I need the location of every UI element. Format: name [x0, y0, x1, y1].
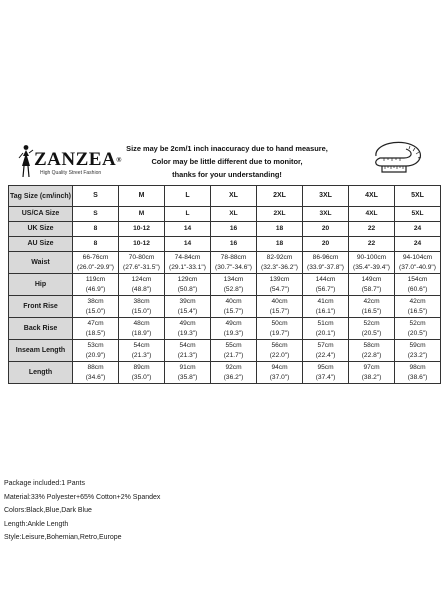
inch-value: (37.0") [269, 373, 290, 381]
size-cell: 24 [395, 222, 441, 237]
size-cell: 8 [73, 222, 119, 237]
cm-value: 119cm [85, 275, 106, 283]
cm-value: 98cm [409, 363, 426, 371]
inch-value: (52.8") [223, 285, 244, 293]
cm-value: 39cm [179, 297, 196, 305]
size-header: S [73, 186, 119, 207]
package-included: Package included:1 Pants [4, 480, 85, 487]
cm-value: 53cm [87, 341, 104, 349]
inch-value: (60.6") [407, 285, 428, 293]
cm-value: 42cm [409, 297, 426, 305]
row-label: Hip [9, 274, 73, 296]
brand-tagline: High Quality Street Fashion [40, 170, 102, 176]
size-row [9, 207, 441, 222]
cm-value: 42cm [363, 297, 380, 305]
measurement-cell [73, 252, 119, 274]
inch-value: (18.9") [131, 329, 152, 337]
measurement-cell [73, 362, 119, 384]
size-row [9, 237, 441, 252]
cm-value: 149cm [361, 275, 382, 283]
size-cell: M [119, 207, 165, 222]
inch-value: (27.6"-31.5") [123, 263, 160, 271]
cm-value: 54cm [179, 341, 196, 349]
cm-value: 50cm [271, 319, 288, 327]
row-label: UK Size [9, 222, 73, 237]
length-info: Length:Ankle Length [4, 520, 69, 528]
inch-value: (48.8") [131, 285, 152, 293]
inch-value: (16.5") [361, 307, 382, 315]
measurement-row [9, 318, 441, 340]
cm-value: 139cm [269, 275, 290, 283]
cm-value: 86-96cm [312, 253, 339, 261]
size-header: 3XL [303, 186, 349, 207]
measurement-cell [73, 340, 119, 362]
brand-name-text: ZANZEA [34, 149, 117, 170]
cm-value: 52cm [409, 319, 426, 327]
table-header-row [9, 186, 441, 207]
size-table-body [9, 186, 441, 384]
cm-value: 38cm [133, 297, 150, 305]
size-header: XL [211, 186, 257, 207]
measurement-cell [257, 252, 303, 274]
inch-value: (56.7") [315, 285, 336, 293]
size-cell: 14 [165, 222, 211, 237]
header-label: Tag Size (cm/inch) [9, 186, 73, 207]
size-cell: 14 [165, 237, 211, 252]
measurement-cell [349, 252, 395, 274]
measurement-cell [257, 362, 303, 384]
measurement-cell [395, 296, 441, 318]
size-header: 2XL [257, 186, 303, 207]
cm-value: 41cm [317, 297, 334, 305]
size-cell: 22 [349, 237, 395, 252]
inch-value: (22.4") [315, 351, 336, 359]
material: Material:33% Polyester+65% Cotton+2% Spandex [4, 493, 161, 501]
measurement-cell [349, 362, 395, 384]
measurement-cell [349, 318, 395, 340]
size-cell: 22 [349, 222, 395, 237]
inch-value: (29.1"-33.1") [169, 263, 206, 271]
size-cell: S [73, 207, 119, 222]
row-label: Waist [9, 252, 73, 274]
cm-value: 47cm [87, 319, 104, 327]
cm-value: 89cm [133, 363, 150, 371]
measurement-cell [119, 252, 165, 274]
cm-value: 94cm [271, 363, 288, 371]
inch-value: (37.4") [315, 373, 336, 381]
size-header: M [119, 186, 165, 207]
measuring-tape-icon [370, 136, 430, 178]
inch-value: (20.5") [407, 329, 428, 337]
cm-value: 91cm [179, 363, 196, 371]
measurement-cell [119, 362, 165, 384]
notice-line-3: thanks for your understanding! [172, 170, 282, 179]
row-label: Inseam Length [9, 340, 73, 362]
cm-value: 56cm [271, 341, 288, 349]
measurement-cell [395, 252, 441, 274]
measurement-cell [349, 340, 395, 362]
size-table [8, 185, 441, 384]
inch-value: (34.6") [85, 373, 106, 381]
size-row [9, 222, 441, 237]
inch-value: (15.7") [269, 307, 290, 315]
inch-value: (15.4") [177, 307, 198, 315]
size-header: L [165, 186, 211, 207]
size-cell: 5XL [395, 207, 441, 222]
inch-value: (16.5") [407, 307, 428, 315]
size-header: 5XL [395, 186, 441, 207]
cm-value: 59cm [409, 341, 426, 349]
measurement-cell [165, 274, 211, 296]
cm-value: 66-76cm [82, 253, 109, 261]
registered-mark: ® [116, 156, 122, 164]
cm-value: 49cm [179, 319, 196, 327]
measurement-cell [257, 296, 303, 318]
inch-value: (18.5") [85, 329, 106, 337]
measurement-cell [211, 274, 257, 296]
measurement-cell [257, 318, 303, 340]
measurement-cell [73, 318, 119, 340]
row-label: Front Rise [9, 296, 73, 318]
cm-value: 57cm [317, 341, 334, 349]
colors: Colors:Black,Blue,Dark Blue [4, 507, 92, 514]
measurement-cell [211, 340, 257, 362]
measurement-cell [303, 340, 349, 362]
measurement-cell [349, 274, 395, 296]
measurement-row [9, 362, 441, 384]
inch-value: (54.7") [269, 285, 290, 293]
cm-value: 49cm [225, 319, 242, 327]
measurement-cell [395, 340, 441, 362]
measurement-row [9, 340, 441, 362]
inch-value: (15.7") [223, 307, 244, 315]
size-cell: 16 [211, 237, 257, 252]
cm-value: 129cm [177, 275, 198, 283]
cm-value: 154cm [407, 275, 428, 283]
cm-value: 52cm [363, 319, 380, 327]
measurement-cell [303, 252, 349, 274]
measurement-notice [112, 142, 342, 181]
size-cell: 18 [257, 237, 303, 252]
measurement-cell [395, 318, 441, 340]
measurement-cell [211, 296, 257, 318]
brand-logo [18, 149, 122, 178]
size-cell: 3XL [303, 207, 349, 222]
measurement-cell [165, 296, 211, 318]
cm-value: 97cm [363, 363, 380, 371]
measurement-cell [165, 340, 211, 362]
inch-value: (37.0"-40.9") [399, 263, 436, 271]
inch-value: (26.0"-29.9") [77, 263, 114, 271]
cm-value: 95cm [317, 363, 334, 371]
measurement-row [9, 252, 441, 274]
measurement-cell [165, 252, 211, 274]
row-label: Back Rise [9, 318, 73, 340]
cm-value: 74-84cm [174, 253, 201, 261]
inch-value: (32.3"-36.2") [261, 263, 298, 271]
measurement-cell [303, 362, 349, 384]
inch-value: (19.7") [269, 329, 290, 337]
inch-value: (50.8") [177, 285, 198, 293]
measurement-cell [119, 274, 165, 296]
size-header: 4XL [349, 186, 395, 207]
measurement-cell [165, 362, 211, 384]
inch-value: (15.0") [131, 307, 152, 315]
cm-value: 144cm [315, 275, 336, 283]
measurement-cell [211, 318, 257, 340]
measurement-cell [349, 296, 395, 318]
style-info: Style:Leisure,Bohemian,Retro,Europe [4, 534, 122, 541]
measurement-cell [395, 274, 441, 296]
inch-value: (35.0") [131, 373, 152, 381]
inch-value: (38.2") [361, 373, 382, 381]
inch-value: (21.3") [131, 351, 152, 359]
size-cell: 20 [303, 222, 349, 237]
inch-value: (22.0") [269, 351, 290, 359]
cm-value: 40cm [225, 297, 242, 305]
cm-value: 70-80cm [128, 253, 155, 261]
inch-value: (19.3") [177, 329, 198, 337]
cm-value: 40cm [271, 297, 288, 305]
cm-value: 48cm [133, 319, 150, 327]
inch-value: (20.1") [315, 329, 336, 337]
cm-value: 124cm [131, 275, 152, 283]
notice-line-2: Color may be little different due to monitor, [151, 157, 303, 166]
measurement-row [9, 274, 441, 296]
inch-value: (20.9") [85, 351, 106, 359]
cm-value: 90-100cm [356, 253, 387, 261]
inch-value: (16.1") [315, 307, 336, 315]
inch-value: (21.7") [223, 351, 244, 359]
inch-value: (15.0") [85, 307, 106, 315]
row-label: Length [9, 362, 73, 384]
size-cell: 20 [303, 237, 349, 252]
inch-value: (58.7") [361, 285, 382, 293]
product-details [4, 477, 444, 545]
inch-value: (23.2") [407, 351, 428, 359]
measurement-cell [257, 274, 303, 296]
cm-value: 51cm [317, 319, 334, 327]
inch-value: (35.8") [177, 373, 198, 381]
cm-value: 78-88cm [220, 253, 247, 261]
inch-value: (30.7"-34.6") [215, 263, 252, 271]
inch-value: (36.2") [223, 373, 244, 381]
brand-name [34, 150, 122, 170]
size-cell: 8 [73, 237, 119, 252]
cm-value: 94-104cm [402, 253, 433, 261]
inch-value: (38.6") [407, 373, 428, 381]
measurement-cell [119, 318, 165, 340]
size-cell: 16 [211, 222, 257, 237]
size-cell: L [165, 207, 211, 222]
inch-value: (33.9"-37.8") [307, 263, 344, 271]
measurement-cell [73, 274, 119, 296]
measurement-cell [119, 340, 165, 362]
size-cell: 10-12 [119, 222, 165, 237]
measurement-cell [165, 318, 211, 340]
inch-value: (22.8") [361, 351, 382, 359]
inch-value: (21.3") [177, 351, 198, 359]
cm-value: 88cm [87, 363, 104, 371]
measurement-cell [395, 362, 441, 384]
inch-value: (35.4"-39.4") [353, 263, 390, 271]
row-label: AU Size [9, 237, 73, 252]
measurement-cell [119, 296, 165, 318]
inch-value: (46.9") [85, 285, 106, 293]
size-cell: XL [211, 207, 257, 222]
inch-value: (20.5") [361, 329, 382, 337]
measurement-cell [303, 296, 349, 318]
size-cell: 2XL [257, 207, 303, 222]
measurement-cell [303, 318, 349, 340]
measurement-cell [303, 274, 349, 296]
cm-value: 82-92cm [266, 253, 293, 261]
cm-value: 58cm [363, 341, 380, 349]
cm-value: 134cm [223, 275, 244, 283]
cm-value: 38cm [87, 297, 104, 305]
size-cell: 18 [257, 222, 303, 237]
cm-value: 54cm [133, 341, 150, 349]
cm-value: 55cm [225, 341, 242, 349]
measurement-cell [73, 296, 119, 318]
size-cell: 24 [395, 237, 441, 252]
measurement-cell [211, 362, 257, 384]
size-cell: 4XL [349, 207, 395, 222]
row-label: US/CA Size [9, 207, 73, 222]
cm-value: 92cm [225, 363, 242, 371]
inch-value: (19.3") [223, 329, 244, 337]
measurement-row [9, 296, 441, 318]
fashion-model-silhouette-icon [18, 144, 34, 178]
measurement-cell [211, 252, 257, 274]
notice-line-1: Size may be 2cm/1 inch inaccuracy due to hand measure, [126, 144, 328, 153]
size-cell: 10-12 [119, 237, 165, 252]
measurement-cell [257, 340, 303, 362]
